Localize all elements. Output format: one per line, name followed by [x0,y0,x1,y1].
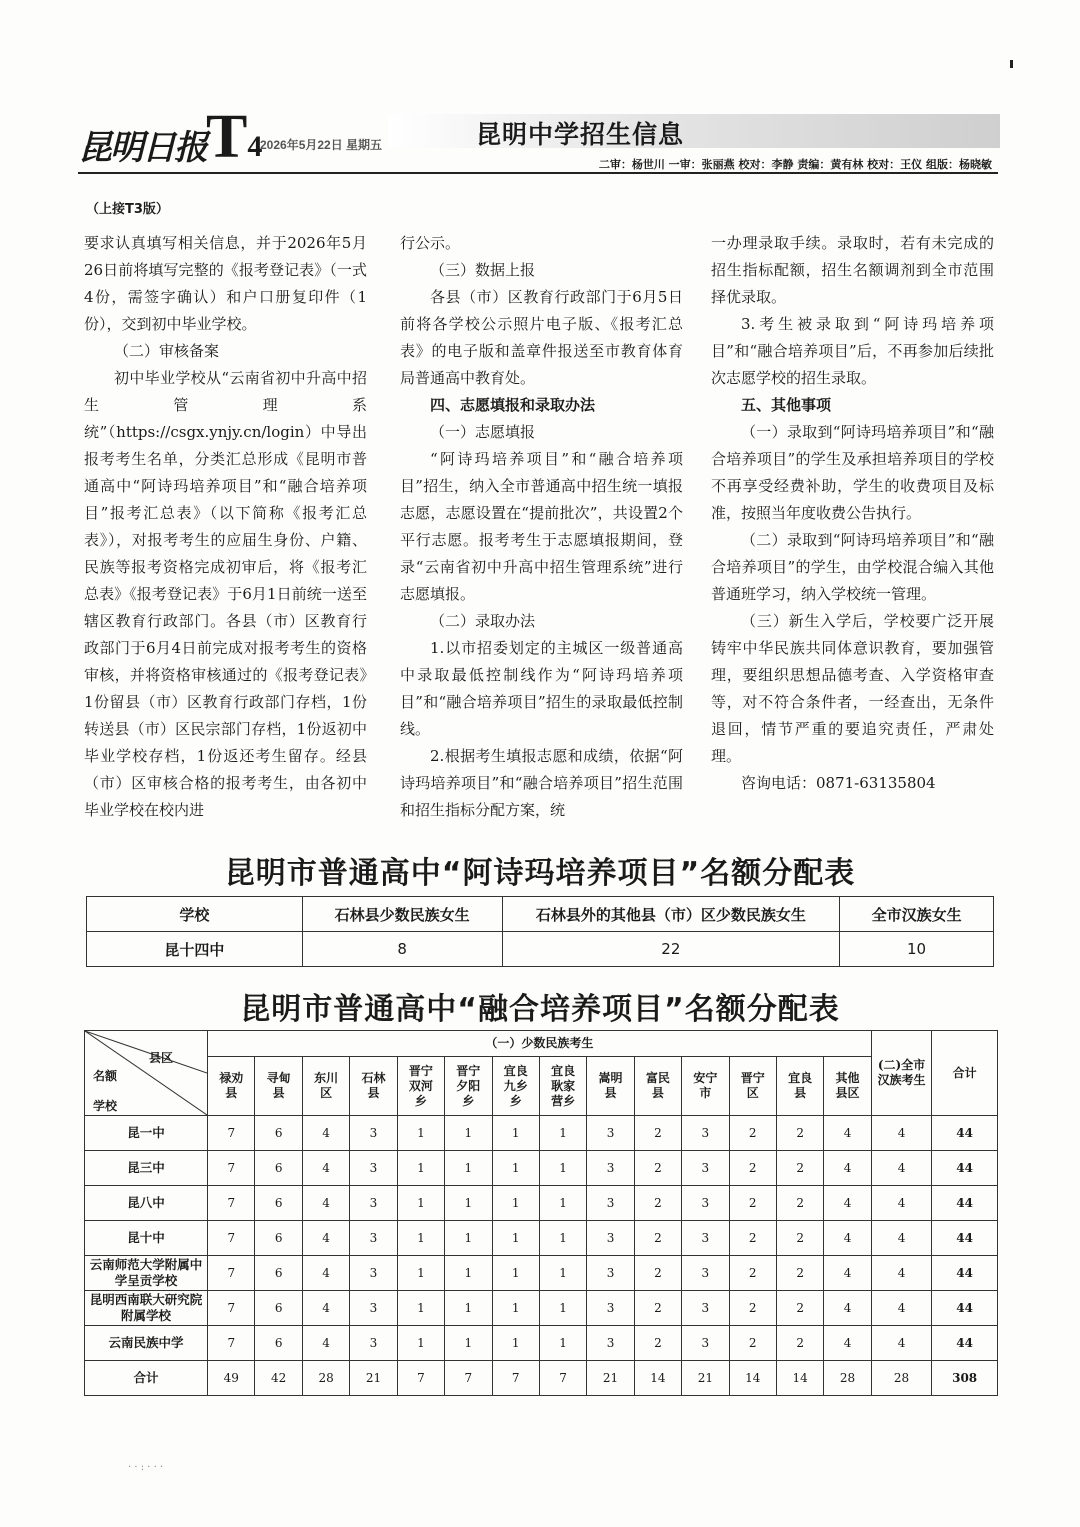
paragraph: 要求认真填写相关信息，并于2026年5月26日前将填写完整的《报考登记表》（一式4份，需签字确认）和户口册复印件（1份），交到初中毕业学校。 [84,234,367,333]
table-cell: 1 [445,1151,492,1186]
total-header: 合计 [932,1031,998,1116]
paragraph: （一）志愿填报 [430,423,536,441]
table-cell: 4 [871,1116,932,1151]
table-cell: 3 [350,1116,397,1151]
table-cell: 7 [397,1361,444,1396]
table-cell: 44 [932,1326,998,1361]
paragraph: 咨询电话：0871-63135804 [741,774,936,792]
table-row [85,1221,998,1256]
masthead-rule [78,172,998,174]
table-cell: 2 [776,1256,823,1291]
table-cell: 1 [397,1291,444,1326]
table-cell: 14 [634,1361,681,1396]
table-cell: 44 [932,1221,998,1256]
table-cell: 7 [208,1256,255,1291]
table-cell: 28 [302,1361,349,1396]
table-cell: 1 [539,1256,586,1291]
table-row [85,1326,998,1361]
paragraph: （三）新生入学后，学校要广泛开展铸牢中华民族共同体意识教育，要加强管理，要组织思想品德考查、入学资格审查等，对不符合条件者，一经查出，无条件退回，情节严重的要追究责任，严肃处理。 [711,612,994,765]
paragraph: （二）录取办法 [430,612,536,630]
table-cell: 3 [587,1186,634,1221]
table-row [87,932,994,967]
minority-group-header: （一）少数民族考生 [208,1031,872,1057]
newspaper-logo: 昆明日报 [78,128,206,168]
county-header: 晋宁区 [729,1057,776,1116]
paragraph: 初中毕业学校从“云南省初中升高中招生管理系统”（https://csgx.ynjy.cn/login）中导出报考考生名单，分类汇总形成《昆明市普通高中“阿诗玛培养项目”和“融合培养项目”报考汇总表》（以下简称《报考汇总表》），对报考考生的应届生身份、户籍、民族等报考资格完成初审后，将《报考汇总表》《报考登记表》于6月1日前统一送至辖区教育行政部门。各县（市）区教育行政部门于6月4日前完成对报考考生的资格审核，并将资格审核通过的《报考登记表》1份留县（市）区教育行政部门存档，1份转送县（市）区民宗部门存档，1份返初中毕业学校存档，1份返还考生留存。经县（市）区审核合格的报考考生，由各初中毕业学校在校内进 [84,369,367,819]
table-cell: 4 [871,1186,932,1221]
table-row [85,1256,998,1291]
paragraph: 一办理录取手续。录取时，若有未完成的招生指标配额，招生名额调剂到全市范围择优录取。 [711,234,994,306]
table-cell: 2 [729,1186,776,1221]
table-cell: 3 [587,1151,634,1186]
paragraph: （二）录取到“阿诗玛培养项目”和“融合培养项目”的学生，由学校混合编入其他普通班学习，纳入学校统一管理。 [711,531,994,603]
school-cell: 昆三中 [85,1151,208,1186]
table-cell: 7 [208,1291,255,1326]
column-header: 石林县外的其他县（市）区少数民族女生 [502,897,840,932]
table-cell: 1 [445,1186,492,1221]
column-header: 学校 [87,897,303,932]
school-cell: 云南民族中学 [85,1326,208,1361]
table-cell: 3 [350,1151,397,1186]
table-row [85,1186,998,1221]
paragraph: 3.考生被录取到“阿诗玛培养项目”和“融合培养项目”后，不再参加后续批次志愿学校的招生录取。 [711,315,994,387]
table-cell: 6 [255,1221,302,1256]
table-cell: 2 [634,1151,681,1186]
table-cell: 1 [539,1151,586,1186]
county-header: 寻甸县 [255,1057,302,1116]
table-cell: 3 [350,1186,397,1221]
table-cell: 1 [492,1116,539,1151]
table-cell: 1 [492,1326,539,1361]
table-cell: 1 [492,1221,539,1256]
table-cell: 6 [255,1256,302,1291]
table-cell: 1 [397,1186,444,1221]
table-cell: 2 [634,1256,681,1291]
table-cell: 4 [871,1256,932,1291]
table-cell: 44 [932,1256,998,1291]
table-cell: 44 [932,1116,998,1151]
table-cell: 2 [729,1151,776,1186]
paragraph: （二）审核备案 [114,342,220,360]
table-cell: 4 [302,1116,349,1151]
column-header: 石林县少数民族女生 [302,897,502,932]
paragraph: （三）数据上报 [430,261,536,279]
school-cell: 昆八中 [85,1186,208,1221]
table-cell: 44 [932,1151,998,1186]
table-cell: 2 [776,1186,823,1221]
scan-mark [1010,60,1013,68]
table-cell: 1 [539,1221,586,1256]
table-cell: 4 [824,1116,871,1151]
table-row [85,1361,998,1396]
school-cell: 昆明西南联大研究院附属学校 [85,1291,208,1326]
table-cell: 1 [397,1256,444,1291]
table-cell: 1 [445,1291,492,1326]
school-cell: 昆一中 [85,1116,208,1151]
table-cell: 28 [824,1361,871,1396]
table-cell: 2 [729,1256,776,1291]
table-cell: 2 [776,1116,823,1151]
article-column-1 [84,230,367,824]
county-header: 晋宁双河乡 [397,1057,444,1116]
table-cell: 3 [350,1291,397,1326]
table-row [85,1151,998,1186]
table-cell: 7 [208,1186,255,1221]
county-header: 其他县区 [824,1057,871,1116]
table-cell: 4 [824,1186,871,1221]
table-cell: 42 [255,1361,302,1396]
table-cell: 7 [208,1116,255,1151]
table-cell: 1 [492,1291,539,1326]
table-cell: 7 [539,1361,586,1396]
table-cell: 308 [932,1361,998,1396]
county-header-row [85,1057,998,1116]
table-cell: 4 [302,1326,349,1361]
table-cell: 44 [932,1291,998,1326]
paragraph: 1.以市招委划定的主城区一级普通高中录取最低控制线作为“阿诗玛培养项目”和“融合培养项目”招生的录取最低控制线。 [400,639,683,738]
table-cell: 3 [682,1151,729,1186]
ashima-quota-table [86,896,994,967]
table-cell: 3 [587,1221,634,1256]
table-cell: 3 [682,1326,729,1361]
table-cell: 3 [682,1221,729,1256]
table-cell: 3 [587,1326,634,1361]
table-cell: 2 [776,1326,823,1361]
table-cell: 1 [539,1291,586,1326]
issue-date: 2026年5月22日 星期五 [260,138,383,152]
county-header: 禄劝县 [208,1057,255,1116]
table-cell: 4 [302,1256,349,1291]
table-cell: 4 [824,1151,871,1186]
table-cell: 3 [682,1291,729,1326]
county-header: 东川区 [302,1057,349,1116]
table-cell: 4 [302,1221,349,1256]
table-cell: 2 [729,1221,776,1256]
table-cell: 7 [208,1151,255,1186]
table-cell: 4 [871,1151,932,1186]
table-cell: 3 [587,1256,634,1291]
table-cell: 1 [492,1151,539,1186]
table1-title: 昆明市普通高中“阿诗玛培养项目”名额分配表 [224,856,856,891]
section-title: 昆明中学招生信息 [476,120,685,149]
paragraph: 行公示。 [400,234,461,252]
table-cell: 4 [871,1291,932,1326]
table-cell: 4 [824,1291,871,1326]
table-cell: 1 [492,1256,539,1291]
table-cell: 1 [397,1326,444,1361]
paragraph: 各县（市）区教育行政部门于6月5日前将各学校公示照片电子版、《报考汇总表》的电子版和盖章件报送至市教育体育局普通高中教育处。 [400,288,683,387]
table-cell: 1 [539,1116,586,1151]
table-cell: 6 [255,1186,302,1221]
table-cell: 10 [840,932,994,967]
table2-title: 昆明市普通高中“融合培养项目”名额分配表 [240,992,840,1027]
table-cell: 4 [871,1326,932,1361]
table-cell: 7 [208,1221,255,1256]
table-cell: 2 [634,1291,681,1326]
table-cell: 2 [634,1116,681,1151]
school-cell: 合计 [85,1361,208,1396]
table-cell: 3 [682,1256,729,1291]
table-cell: 1 [539,1186,586,1221]
table-cell: 2 [729,1326,776,1361]
county-header: 安宁市 [682,1057,729,1116]
paragraph: “阿诗玛培养项目”和“融合培养项目”招生，纳入全市普通高中招生统一填报志愿，志愿设置在“提前批次”，共设置2个平行志愿。报考考生于志愿填报期间，登录“云南省初中升高中招生管理系统”进行志愿填报。 [400,450,683,603]
table-cell: 44 [932,1186,998,1221]
column-header: 全市汉族女生 [840,897,994,932]
table-cell: 3 [350,1326,397,1361]
article-column-2 [400,230,683,824]
school-cell: 云南师范大学附属中学呈贡学校 [85,1256,208,1291]
corner-header [85,1031,208,1116]
table-cell: 3 [350,1221,397,1256]
table-cell: 3 [682,1116,729,1151]
table-cell: 2 [776,1291,823,1326]
table-cell: 4 [871,1221,932,1256]
table-cell: 3 [682,1186,729,1221]
editor-credits: 二审：杨世川 一审：张丽燕 校对：李静 责编：黄有林 校对：王仪 组版：杨晓敏 [598,158,992,171]
county-header: 晋宁夕阳乡 [445,1057,492,1116]
table-cell: 21 [350,1361,397,1396]
table-cell: 1 [445,1221,492,1256]
page-digit: 4 [247,130,263,163]
county-header: 宜良县 [776,1057,823,1116]
table-cell: 6 [255,1151,302,1186]
table-cell: 7 [445,1361,492,1396]
table-cell: 14 [776,1361,823,1396]
county-header: 宜良耿家营乡 [539,1057,586,1116]
page-number [206,103,263,171]
table-cell: 6 [255,1116,302,1151]
table-cell: 4 [302,1186,349,1221]
table-cell: 21 [682,1361,729,1396]
corner-label-quota: 名额 [93,1069,118,1083]
table-header-row [87,897,994,932]
table-cell: 4 [302,1151,349,1186]
article-column-3 [711,230,994,797]
table-cell: 14 [729,1361,776,1396]
table-cell: 1 [397,1151,444,1186]
table-cell: 2 [634,1186,681,1221]
footer-marks: · · : · · · [128,1462,164,1473]
table-cell: 2 [776,1151,823,1186]
table-cell: 21 [587,1361,634,1396]
continued-note: （上接T3版） [86,202,169,217]
table-cell: 6 [255,1326,302,1361]
paragraph: （一）录取到“阿诗玛培养项目”和“融合培养项目”的学生及承担培养项目的学校不再享受经费补助，学生的收费项目及标准，按照当年度收费公告执行。 [711,423,994,522]
table-cell: 1 [539,1326,586,1361]
table-cell: 28 [871,1361,932,1396]
table-cell: 1 [445,1326,492,1361]
page-letter: T [206,103,248,171]
table-cell: 7 [492,1361,539,1396]
table-cell: 4 [824,1221,871,1256]
county-header: 宜良九乡乡 [492,1057,539,1116]
table-cell: 4 [302,1291,349,1326]
table-cell: 4 [824,1256,871,1291]
table-cell: 8 [302,932,502,967]
table-cell: 22 [502,932,840,967]
paragraph: 2.根据考生填报志愿和成绩，依据“阿诗玛培养项目”和“融合培养项目”招生范围和招生指标分配方案，统 [400,747,683,819]
table-cell: 4 [824,1326,871,1361]
han-header: (二)全市汉族考生 [871,1031,932,1116]
table-cell: 2 [776,1221,823,1256]
table-cell: 3 [587,1291,634,1326]
table-cell: 昆十四中 [87,932,303,967]
table-cell: 2 [729,1291,776,1326]
table-cell: 6 [255,1291,302,1326]
fusion-quota-table [84,1030,998,1396]
county-header: 石林县 [350,1057,397,1116]
section-heading: 四、志愿填报和录取办法 [430,396,596,414]
county-header: 嵩明县 [587,1057,634,1116]
table-cell: 49 [208,1361,255,1396]
table-cell: 1 [397,1116,444,1151]
section-heading: 五、其他事项 [741,396,832,414]
masthead [78,103,998,174]
table-cell: 7 [208,1326,255,1361]
table-cell: 3 [587,1116,634,1151]
table-cell: 1 [492,1186,539,1221]
table-cell: 2 [634,1326,681,1361]
corner-label-county: 县区 [149,1051,174,1065]
county-header: 富民县 [634,1057,681,1116]
table-header-row [85,1031,998,1057]
table-cell: 3 [350,1256,397,1291]
corner-label-school: 学校 [93,1099,118,1113]
table-cell: 1 [397,1221,444,1256]
table-cell: 1 [445,1116,492,1151]
table-cell: 2 [634,1221,681,1256]
table-cell: 1 [445,1256,492,1291]
table-row [85,1116,998,1151]
school-cell: 昆十中 [85,1221,208,1256]
table-cell: 2 [729,1116,776,1151]
table-row [85,1291,998,1326]
